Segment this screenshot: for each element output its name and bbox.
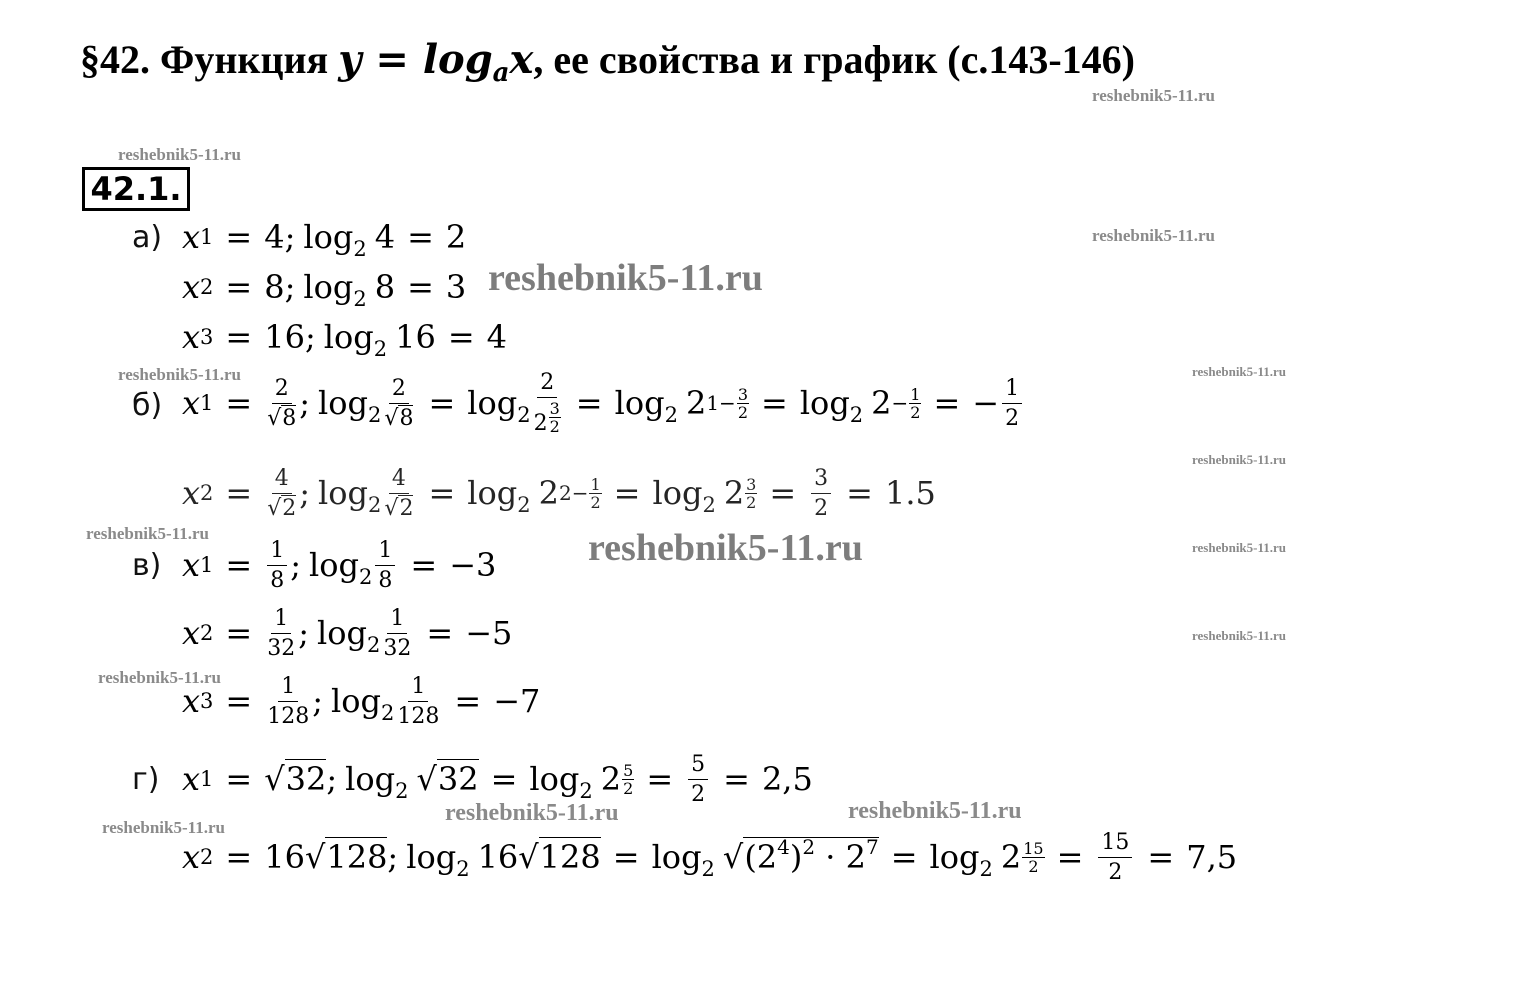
watermark: reshebnik5-11.ru (1092, 86, 1215, 105)
watermark: reshebnik5-11.ru (98, 668, 221, 687)
solution-line-a1: x 1 = 4 ; $\log_2$ 4 = 2 (182, 218, 467, 261)
solution-line-g1: x 1 = √32 ; $\log_2$ √32 = $\log_2$ 2 $\frac{5}{2}$ = $\frac{5}{2}$ = 2,5 (182, 751, 813, 807)
solution-line-a3: x 3 = 16 ; $\log_2$ 16 = 4 (182, 318, 507, 361)
part-label-b: б) (132, 388, 163, 423)
solution-line-v1: x 1 = $\frac{1}{8}$ ; $\log_2$ $\frac{1}{8}$ = −3 (182, 537, 497, 593)
page-title (80, 36, 1135, 88)
watermark: reshebnik5-11.ru (1192, 364, 1287, 379)
title-suffix: , ее свойства и график (с.143-146) (533, 37, 1135, 82)
solution-line-v2: x 2 = $\frac{1}{32}$ ; $\log_2$ $\frac{1}{32}$ = −5 (182, 605, 513, 661)
solution-line-v3: x 3 = $\frac{1}{128}$ ; $\log_2$ $\frac{1}{128}$ = −7 (182, 673, 541, 729)
watermark: reshebnik5-11.ru (1192, 540, 1287, 555)
solution-line-b1: x 1 = $\frac{2}{√8}$ ; $\log_2$ $\frac{2}{√8}$ = $\log_2$ 2 2 $\frac{3}{2}$ = $\log_2$ 2 1− $\frac{3}{2}$ = $\log_2$ 2 − $\frac{1}{2}$ = − $\frac{1}{2}$ (182, 368, 1025, 438)
watermark: reshebnik5-11.ru (848, 798, 1022, 824)
watermark: reshebnik5-11.ru (118, 365, 241, 384)
watermark: reshebnik5-11.ru (86, 524, 209, 543)
watermark: reshebnik5-11.ru (1092, 226, 1215, 245)
solution-line-g2: x 2 = 16 √128 ; $\log_2$ 16 √128 = $\log_2$ $√(2^4)^2 \cdot 2^7$ = $\log_2$ 2 $\frac{15}{2}$ = $\frac{15}{2}$ = 7,5 (182, 829, 1238, 885)
watermark: reshebnik5-11.ru (445, 800, 619, 826)
watermark: reshebnik5-11.ru (102, 818, 225, 837)
watermark: reshebnik5-11.ru (1192, 628, 1287, 643)
title-formula: $y = \log_ax$ (338, 36, 534, 88)
watermark: reshebnik5-11.ru (488, 257, 763, 299)
part-label-a: а) (132, 220, 163, 255)
problem-number: 42.1. (82, 167, 190, 211)
part-label-v: в) (132, 548, 162, 583)
solution-line-b2: x 2 = $\frac{4}{√2}$ ; $\log_2$ $\frac{4}{√2}$ = $\log_2$ 2 2− $\frac{1}{2}$ = $\log_2$ 2 $\frac{3}{2}$ = $\frac{3}{2}$ = 1.5 (182, 465, 936, 521)
watermark: reshebnik5-11.ru (588, 527, 863, 569)
watermark: reshebnik5-11.ru (1192, 452, 1287, 467)
title-prefix: §42. Функция (80, 37, 339, 82)
part-label-g: г) (132, 762, 160, 797)
watermark: reshebnik5-11.ru (118, 145, 241, 164)
solution-line-a2: x 2 = 8 ; $\log_2$ 8 = 3 (182, 268, 467, 311)
